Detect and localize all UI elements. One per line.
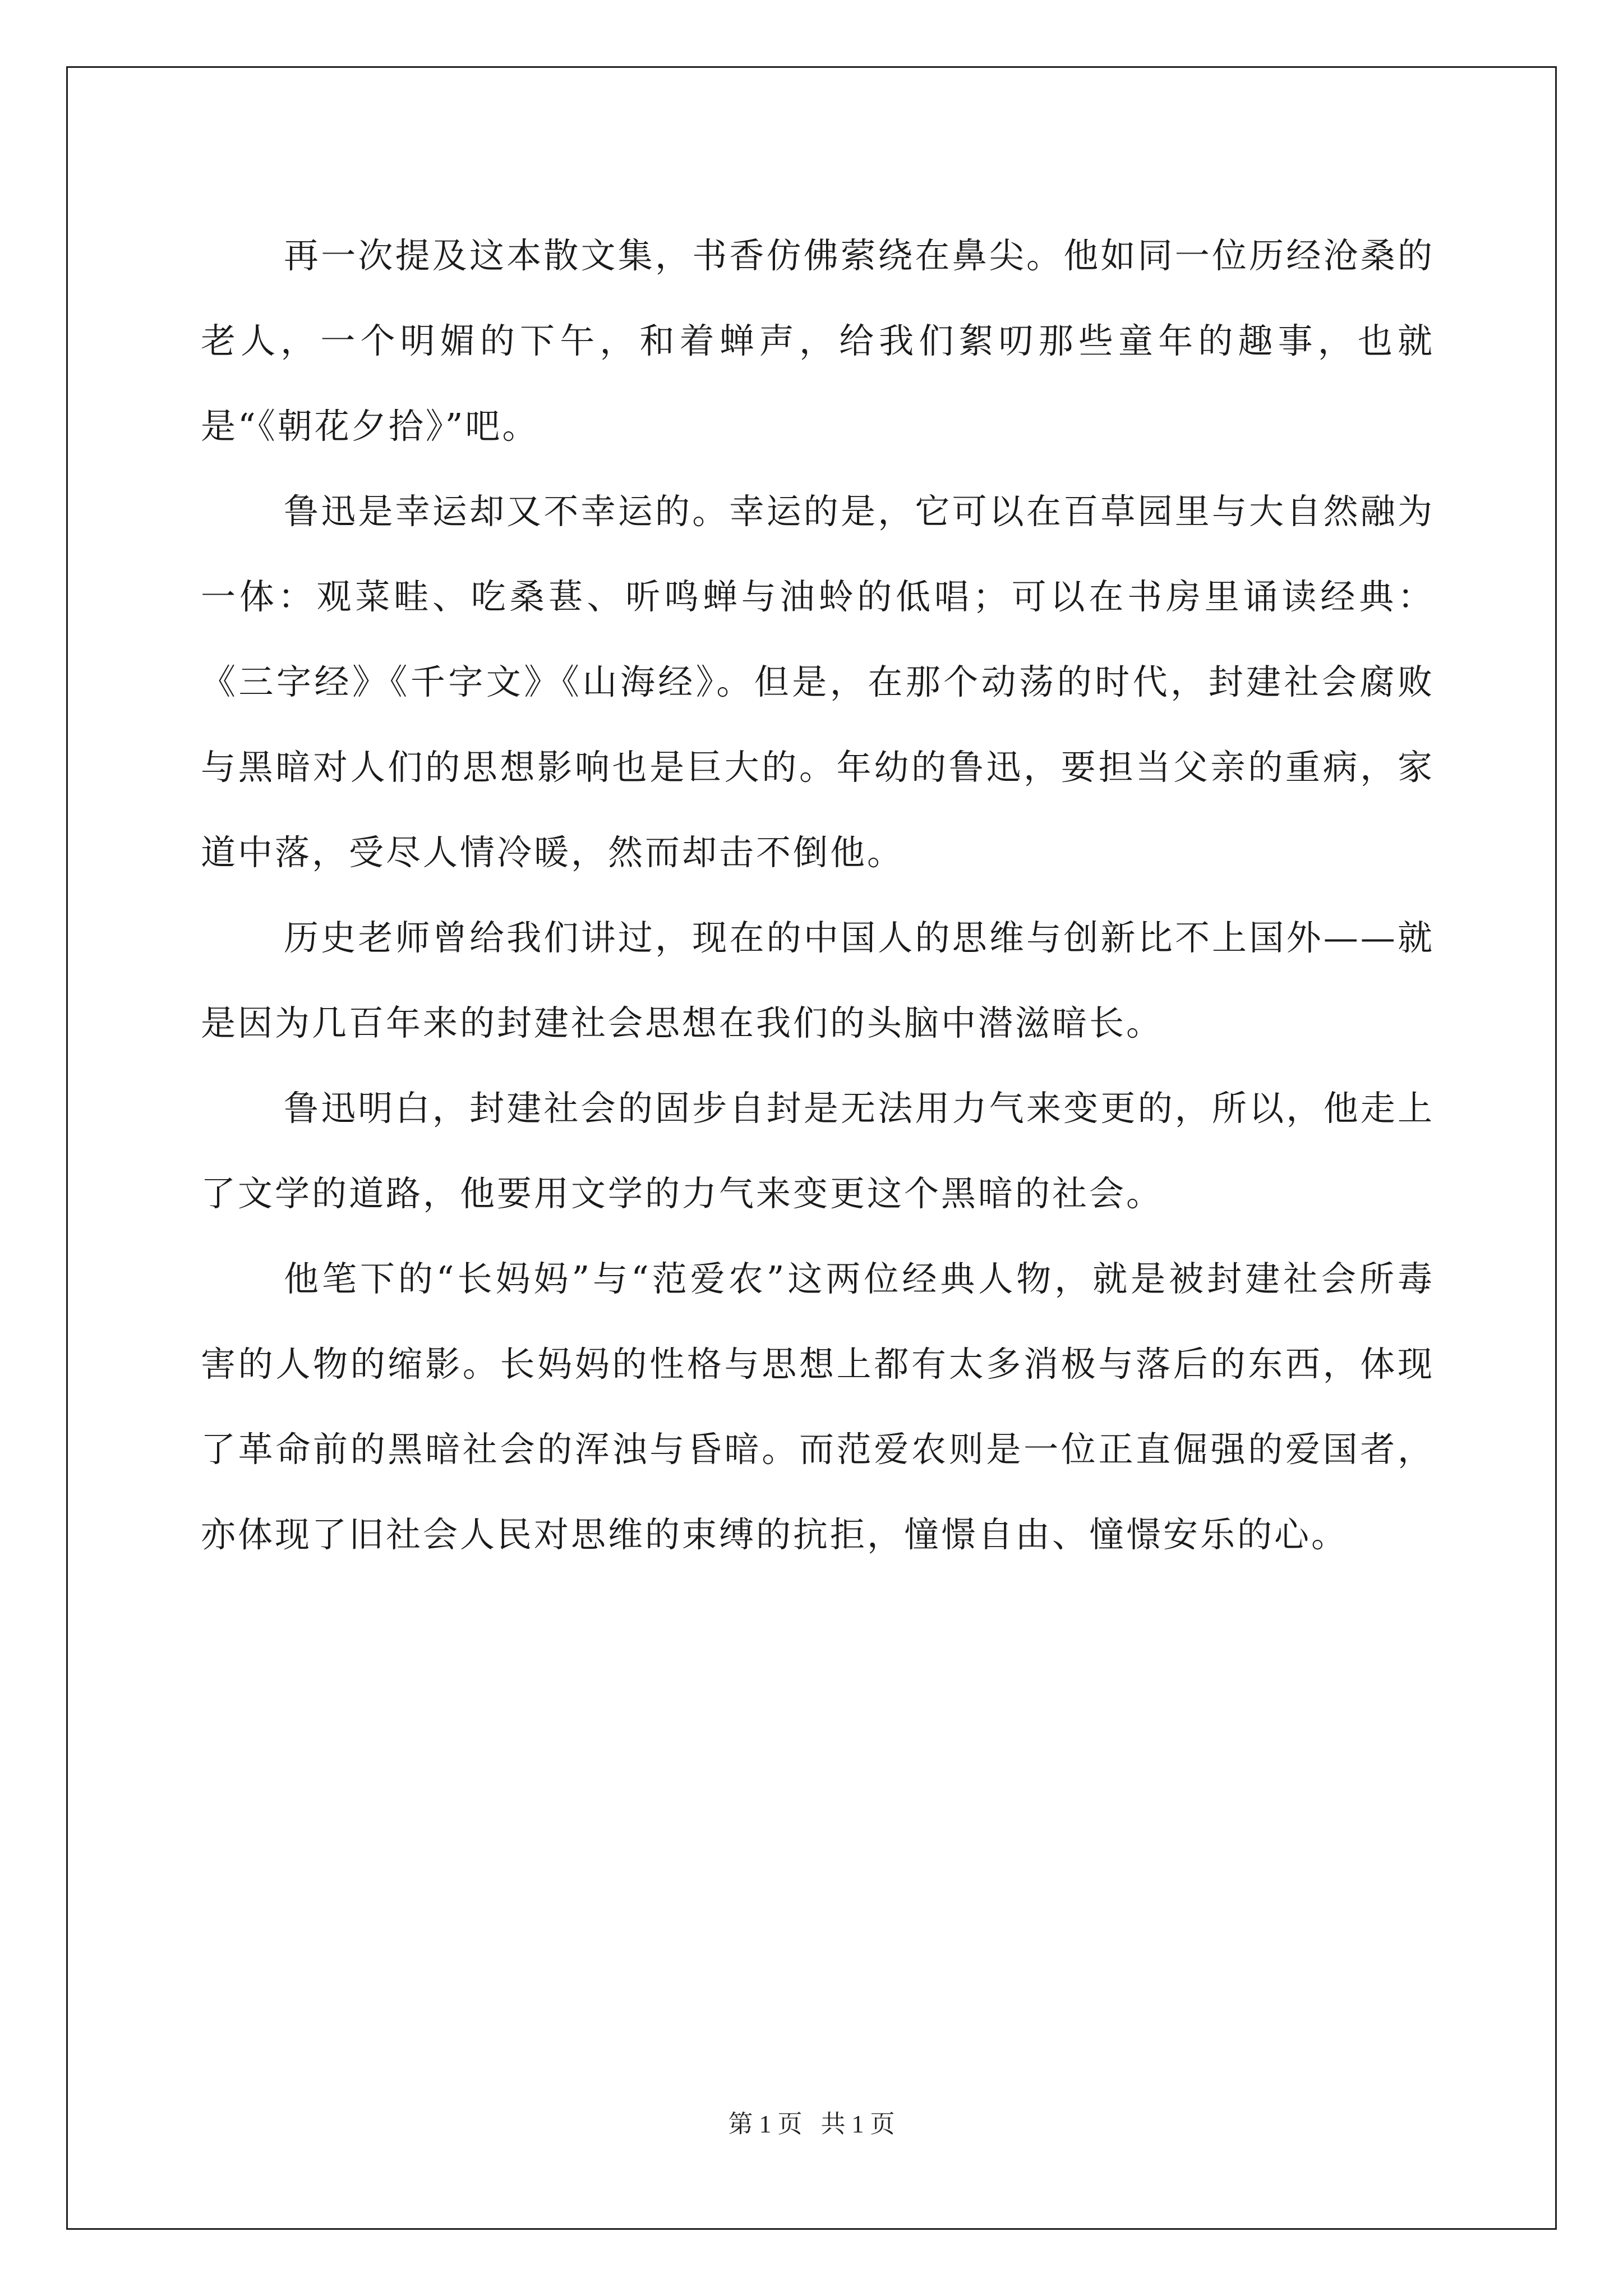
page-number: 第 1 页 共 1 页 (728, 2110, 895, 2138)
paragraph-4: 鲁迅明白，封建社会的固步自封是无法用力气来变更的，所以，他走上了文学的道路，他要用文学的力气来变更这个黑暗的社会。 (201, 1088, 1435, 1214)
paragraph-5: 他笔下的“长妈妈”与“范爱农”这两位经典人物，就是被封建社会所毒害的人物的缩影。长妈妈的性格与思想上都有太多消极与落后的东西，体现了革命前的黑暗社会的浑浊与昏暗。而范爱农则是一位正直倔强的爱国者，亦体现了旧社会人民对思维的束缚的抗拒，憧憬自由、憧憬安乐的心。 (201, 1258, 1435, 1555)
document-body (201, 213, 1435, 1577)
paragraph-3: 历史老师曾给我们讲过，现在的中国人的思维与创新比不上国外——就是因为几百年来的封建社会思想在我们的头脑中潜滋暗长。 (201, 917, 1435, 1043)
paragraph-2: 鲁迅是幸运却又不幸运的。幸运的是，它可以在百草园里与大自然融为一体：观菜畦、吃桑葚、听鸣蝉与油蛉的低唱；可以在书房里诵读经典：《三字经》《千字文》《山海经》。但是，在那个动荡的时代，封建社会腐败与黑暗对人们的思想影响也是巨大的。年幼的鲁迅，要担当父亲的重病，家道中落，受尽人情冷暖，然而却击不倒他。 (201, 491, 1435, 873)
paragraph-1: 再一次提及这本散文集，书香仿佛萦绕在鼻尖。他如同一位历经沧桑的老人，一个明媚的下午，和着蝉声，给我们絮叨那些童年的趣事，也就是“《朝花夕拾》”吧。 (201, 235, 1435, 447)
